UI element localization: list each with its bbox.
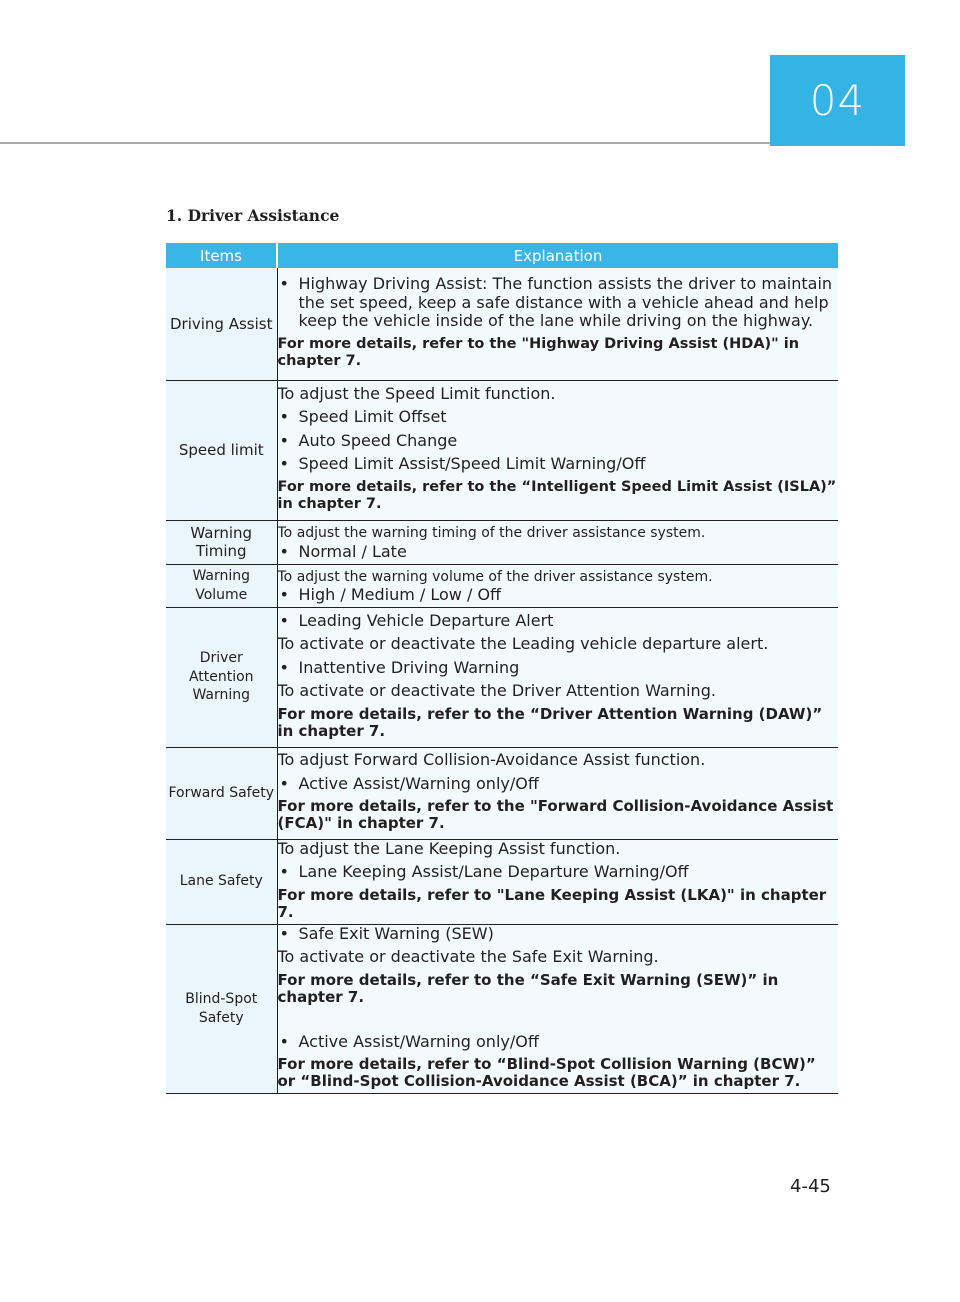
bullet-icon: • <box>279 541 289 561</box>
table-row <box>166 924 838 1094</box>
bullet-item <box>278 432 839 451</box>
explanation-text: To adjust Forward Collision-Avoidance Assist function. <box>277 750 706 769</box>
item-cell: Warning Volume <box>166 564 277 607</box>
reference-note: For more details, refer to “Blind-Spot Collision Warning (BCW)” or “Blind-Spot Collision-Avoidance Assist (BCA)” in chapter 7. <box>277 1055 816 1090</box>
chapter-number: 04 <box>809 76 866 125</box>
bullet-text: Leading Vehicle Departure Alert <box>298 610 554 630</box>
explanation-cell <box>277 839 838 924</box>
bullet-text: Active Assist/Warning only/Off <box>298 1031 539 1051</box>
explanation-cell <box>277 268 838 380</box>
explanation-text: To adjust the Lane Keeping Assist function. <box>277 838 621 858</box>
bullet-icon: • <box>279 1031 289 1051</box>
bullet-text: Speed Limit Assist/Speed Limit Warning/Off <box>298 454 646 473</box>
item-cell: Driving Assist <box>166 268 277 380</box>
reference-note: For more details, refer to "Lane Keeping Assist (LKA)" in chapter 7. <box>277 885 827 921</box>
bullet-icon: • <box>279 274 289 293</box>
table-row <box>166 747 838 839</box>
bullet-text: Normal / Late <box>298 541 407 561</box>
bullet-icon: • <box>279 923 289 943</box>
bullet-icon: • <box>279 407 289 426</box>
bullet-icon: • <box>279 454 289 473</box>
explanation-text: To activate or deactivate the Leading vehicle departure alert. <box>277 634 769 653</box>
bullet-text: Auto Speed Change <box>298 430 458 450</box>
item-cell: Forward Safety <box>166 747 277 839</box>
reference-note: For more details, refer to the “Safe Exit Warning (SEW)” in chapter 7. <box>277 970 779 1006</box>
item-cell: Warning Timing <box>166 520 277 564</box>
table-header-row <box>166 243 838 268</box>
explanation-text: To adjust the Speed Limit function. <box>277 383 556 403</box>
bullet-text: Highway Driving Assist: The function assists the driver to maintain the set speed, keep a safe distance with a vehicle ahead and help keep the vehicle inside of the lane while driving on the highway. <box>298 274 833 330</box>
page-number: 4-45 <box>790 1176 831 1197</box>
header-rule <box>0 142 770 144</box>
explanation-cell <box>277 924 838 1094</box>
explanation-text: To activate or deactivate the Driver Attention Warning. <box>277 681 716 700</box>
bullet-icon: • <box>279 773 289 793</box>
explanation-cell <box>277 380 838 520</box>
section-title: 1. Driver Assistance <box>166 206 340 225</box>
bullet-item <box>278 275 839 331</box>
bullet-icon: • <box>279 657 289 677</box>
bullet-text: Speed Limit Offset <box>298 407 447 426</box>
explanation-cell <box>277 564 838 607</box>
bullet-item <box>278 775 839 794</box>
table-row <box>166 268 838 380</box>
bullet-icon: • <box>279 610 289 630</box>
bullet-icon: • <box>279 585 289 604</box>
explanation-cell <box>277 747 838 839</box>
reference-note: For more details, refer to the “Driver Attention Warning (DAW)” in chapter 7. <box>277 704 823 740</box>
bullet-item <box>278 586 839 605</box>
item-cell: Speed limit <box>166 380 277 520</box>
column-header-explanation: Explanation <box>277 243 838 268</box>
table-row <box>166 839 838 924</box>
bullet-text: Inattentive Driving Warning <box>298 657 520 677</box>
bullet-text: Lane Keeping Assist/Lane Departure Warning/Off <box>298 862 689 881</box>
bullet-item <box>278 925 839 944</box>
bullet-item <box>278 408 839 427</box>
bullet-item <box>278 659 839 678</box>
bullet-item <box>278 1033 839 1052</box>
table-row <box>166 564 838 607</box>
table-row <box>166 520 838 564</box>
bullet-text: Active Assist/Warning only/Off <box>298 773 539 793</box>
explanation-cell <box>277 520 838 564</box>
item-cell: Driver Attention Warning <box>166 607 277 747</box>
bullet-item <box>278 455 839 474</box>
reference-note: For more details, refer to the “Intelligent Speed Limit Assist (ISLA)” in chapter 7. <box>277 478 837 512</box>
table-row <box>166 607 838 747</box>
reference-note: For more details, refer to the "Forward Collision-Avoidance Assist (FCA)" in chapter 7. <box>277 797 834 832</box>
explanation-text: To adjust the warning timing of the driver assistance system. <box>277 525 706 541</box>
column-header-items: Items <box>166 243 277 268</box>
bullet-text: Safe Exit Warning (SEW) <box>298 923 494 943</box>
bullet-icon: • <box>279 862 289 881</box>
bullet-item <box>278 543 839 562</box>
item-cell: Blind-Spot Safety <box>166 924 277 1094</box>
reference-note: For more details, refer to the "Highway Driving Assist (HDA)" in chapter 7. <box>277 335 800 369</box>
explanation-text: To activate or deactivate the Safe Exit Warning. <box>277 947 659 966</box>
table-row <box>166 380 838 520</box>
bullet-item <box>278 863 839 882</box>
explanation-text: To adjust the warning volume of the driver assistance system. <box>277 568 713 585</box>
item-cell: Lane Safety <box>166 839 277 924</box>
chapter-tab <box>770 55 905 146</box>
bullet-icon: • <box>279 430 289 450</box>
spacer <box>278 1009 839 1033</box>
bullet-text: High / Medium / Low / Off <box>298 585 502 604</box>
explanation-cell <box>277 607 838 747</box>
settings-table <box>166 243 838 1094</box>
bullet-item <box>278 612 839 631</box>
